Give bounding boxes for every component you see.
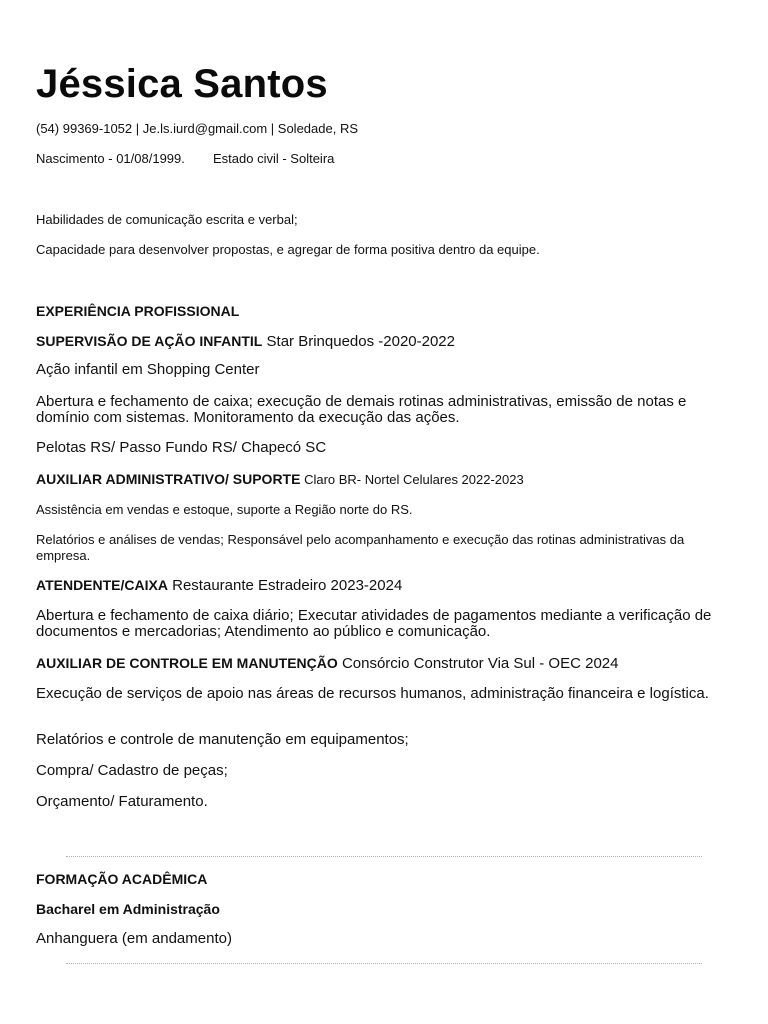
experience-heading: EXPERIÊNCIA PROFISSIONAL (36, 303, 240, 319)
job-company: Consórcio Construtor Via Sul - OEC 2024 (337, 655, 619, 672)
job-company: Claro BR- Nortel Celulares 2022-2023 (300, 472, 524, 487)
degree-title: Bacharel em Administração (36, 901, 220, 917)
job-description: Relatórios e análises de vendas; Responsável pelo acompanhamento e execução das rotinas administrativas da empresa. (36, 532, 685, 563)
job-title: AUXILIAR DE CONTROLE EM MANUTENÇÃO (36, 655, 338, 671)
job-company: Restaurante Estradeiro 2023-2024 (167, 577, 403, 594)
birth-date: Nascimento - 01/08/1999. (36, 151, 185, 166)
job-description: Abertura e fechamento de caixa diário; Executar atividades de pagamentos mediante a verificação de documentos e mercadorias; Atendimento ao público e comunicação. (36, 607, 712, 640)
job-description: Compra/ Cadastro de peças; (36, 762, 228, 779)
job-header (36, 471, 524, 488)
job-header (36, 577, 402, 594)
job-description: Relatórios e controle de manutenção em equipamentos; (36, 731, 409, 748)
job-description: Abertura e fechamento de caixa; execução de demais rotinas administrativas, emissão de notas e domínio com sistemas. Monitoramento da execução das ações. (36, 393, 687, 426)
job-title: ATENDENTE/CAIXA (36, 577, 168, 593)
resume-name: Jéssica Santos (36, 62, 328, 106)
job-description: Ação infantil em Shopping Center (36, 361, 260, 378)
contact-line: (54) 99369-1052 | Je.ls.iurd@gmail.com | Soledade, RS (36, 121, 359, 136)
civil-status: Estado civil - Solteira (213, 151, 335, 166)
job-company: Star Brinquedos -2020-2022 (262, 333, 455, 350)
job-description: Execução de serviços de apoio nas áreas de recursos humanos, administração financeira e logística. (36, 685, 709, 702)
skill-item: Capacidade para desenvolver propostas, e agregar de forma positiva dentro da equipe. (36, 242, 540, 257)
job-description: Pelotas RS/ Passo Fundo RS/ Chapecó SC (36, 439, 327, 456)
job-header (36, 333, 455, 350)
job-description: Assistência em vendas e estoque, suporte a Região norte do RS. (36, 502, 413, 517)
institution-name: Anhanguera (em andamento) (36, 930, 232, 947)
section-divider (66, 963, 702, 964)
job-title: SUPERVISÃO DE AÇÃO INFANTIL (36, 333, 263, 349)
job-title: AUXILIAR ADMINISTRATIVO/ SUPORTE (36, 471, 301, 487)
job-description: Orçamento/ Faturamento. (36, 793, 208, 810)
education-heading: FORMAÇÃO ACADÊMICA (36, 871, 208, 887)
job-header (36, 655, 618, 672)
skill-item: Habilidades de comunicação escrita e verbal; (36, 212, 298, 227)
section-divider (66, 856, 702, 857)
